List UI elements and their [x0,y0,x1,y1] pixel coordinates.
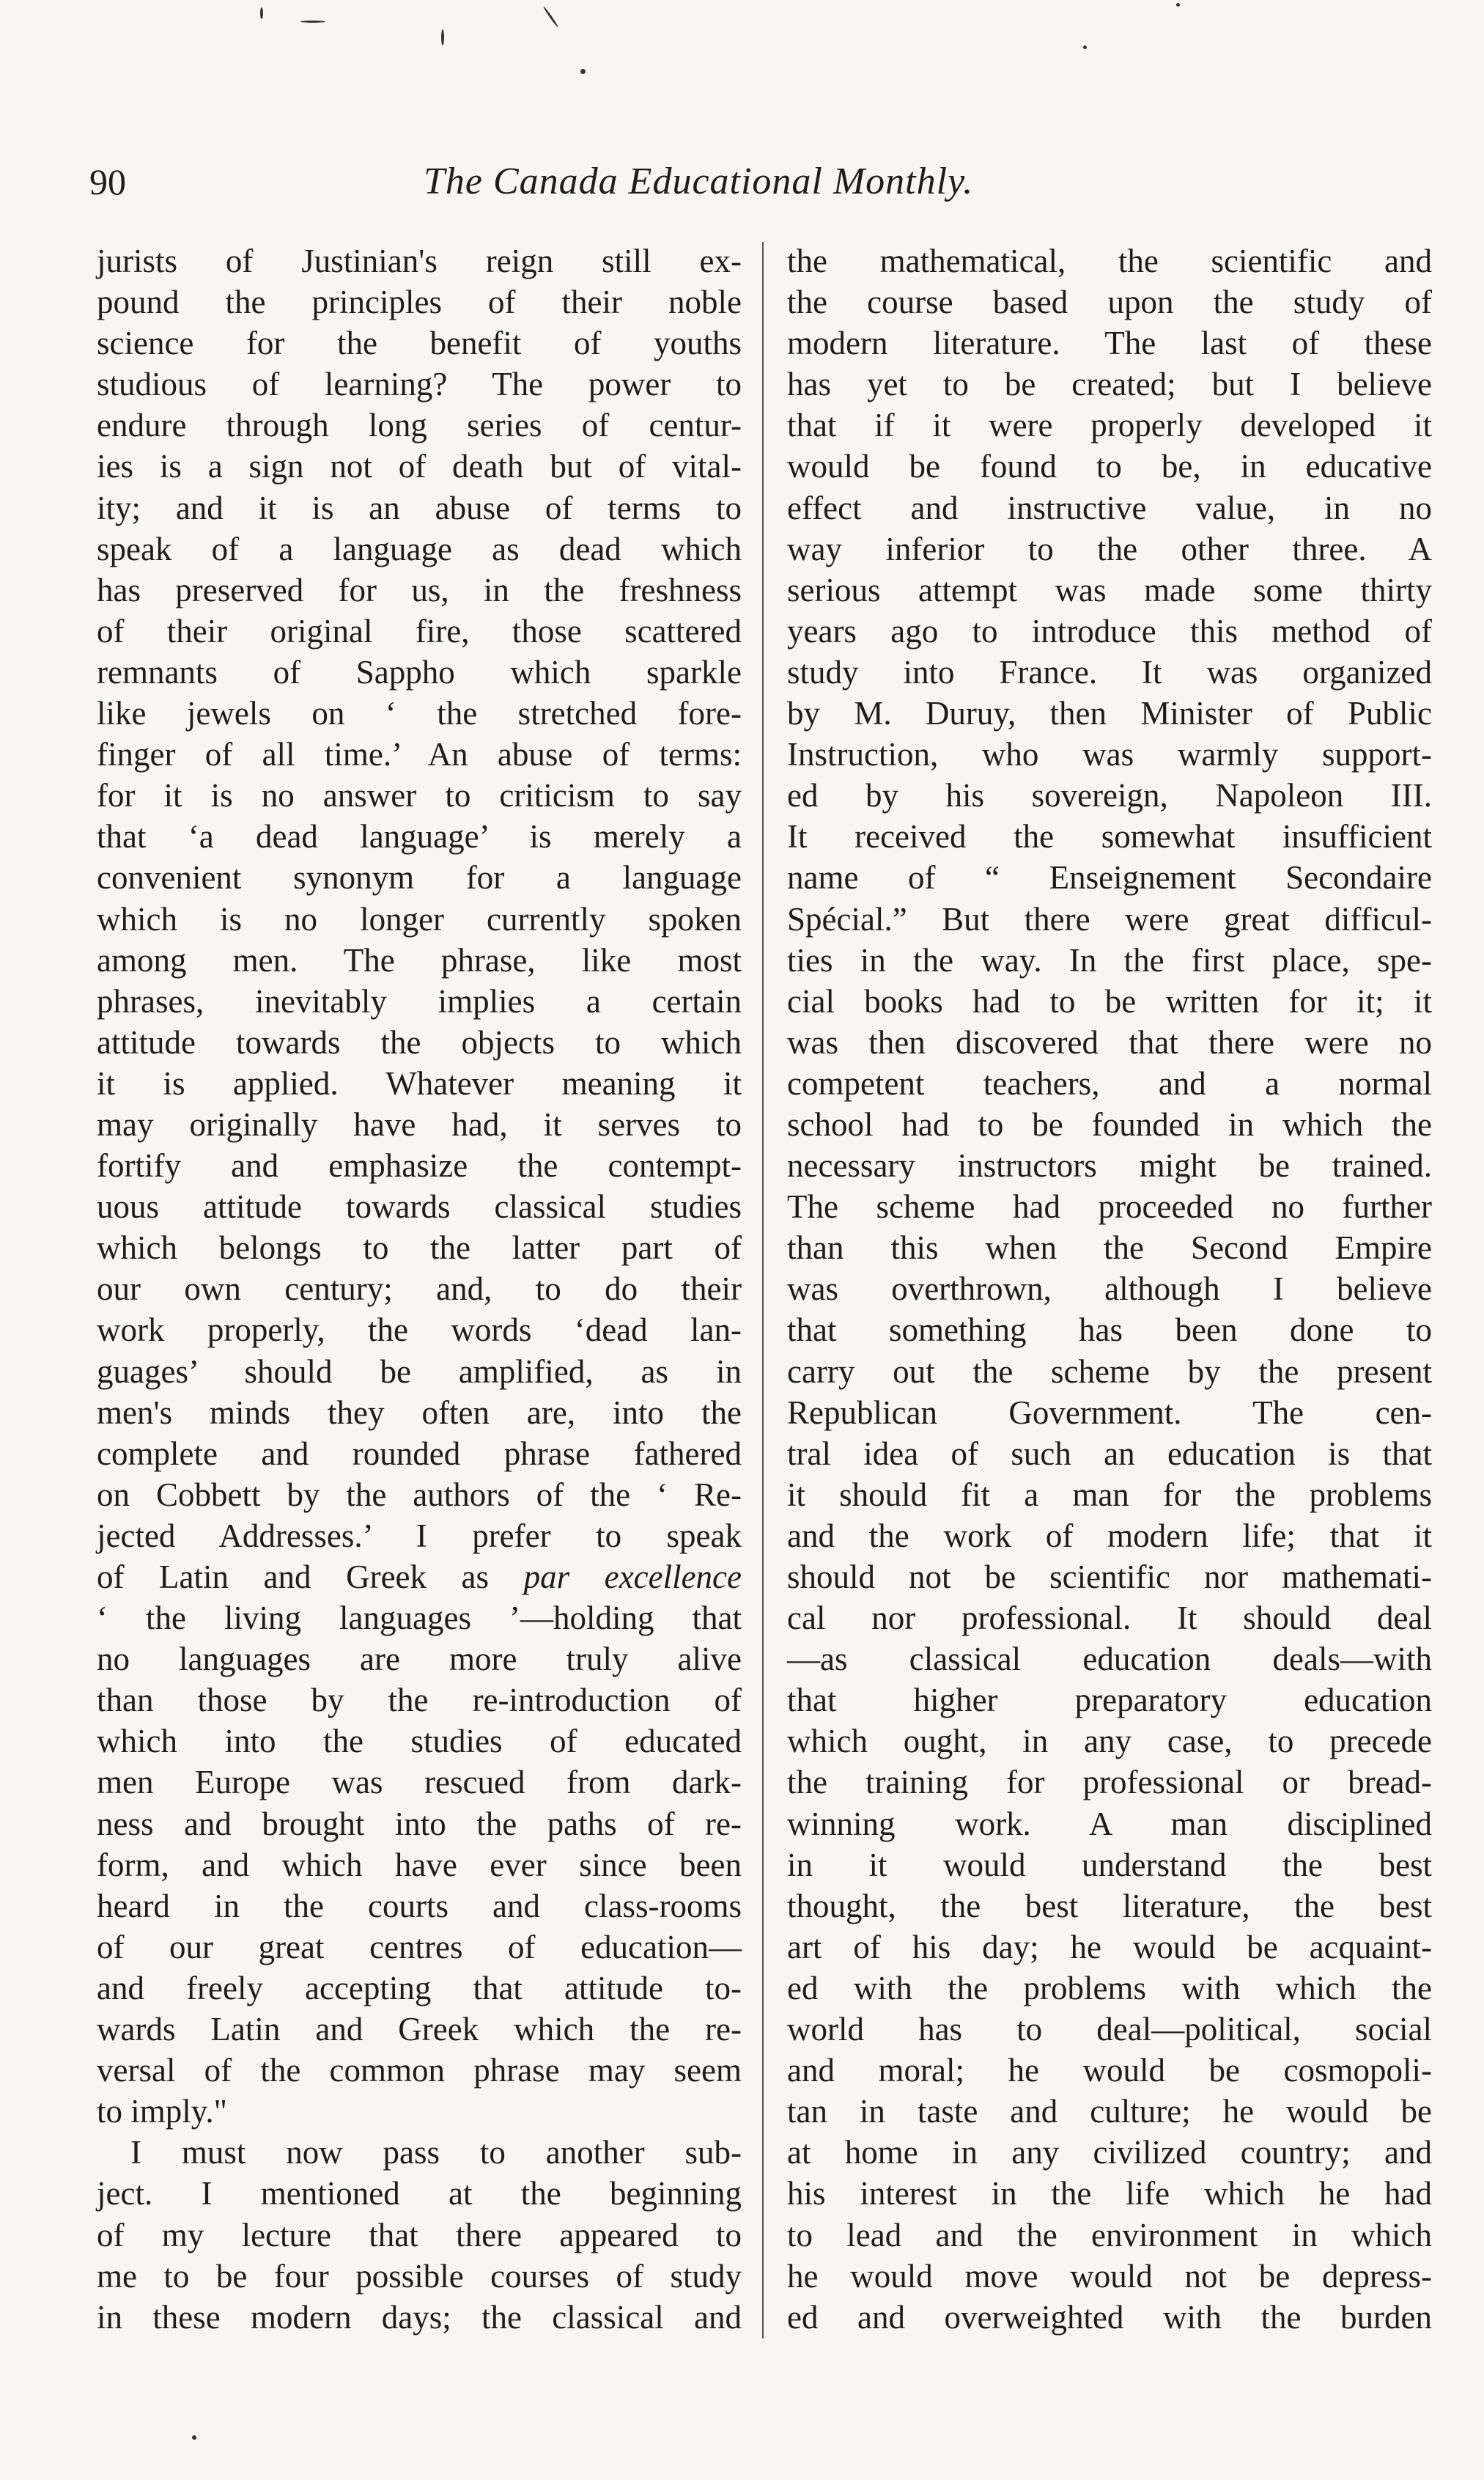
text-line: speak of a language as dead which [97,530,742,567]
text-line: should not be scientific nor mathemati- [787,1559,1432,1595]
text-line: ject. I mentioned at the beginning [97,2175,742,2212]
text-line: necessary instructors might be trained. [787,1147,1432,1185]
text-line: science for the benefit of youths [97,325,742,362]
text-line: jurists of Justinian's reign still ex- [97,243,742,279]
text-line: like jewels on ‘ the stretched fore- [97,695,742,732]
text-line: to lead and the environment in which [787,2216,1432,2253]
text-line: of our great centres of education— [97,1928,742,1965]
text-line: our own century; and, to do their [97,1270,742,1308]
text-line: that higher preparatory education [787,1682,1432,1719]
running-head [73,155,1414,214]
text-line: ed with the problems with which the [787,1969,1432,2006]
text-line: art of his day; he would be acquaint- [787,1928,1432,1965]
scan-speck [441,29,444,45]
text-line: way inferior to the other three. A [787,530,1432,567]
text-line: that something has been done to [787,1311,1432,1349]
text-line: —as classical education deals—with [787,1641,1432,1678]
text-line: which is no longer currently spoken [97,900,742,938]
text-line: no languages are more truly alive [97,1641,742,1678]
text-line: convenient synonym for a language [97,859,742,897]
text-line: the training for professional or bread- [787,1764,1432,1801]
scan-speck [260,7,263,19]
text-line: Republican Government. The cen- [787,1394,1432,1431]
text-line: the course based upon the study of [787,284,1432,321]
text-line: effect and instructive value, in no [787,489,1432,526]
text-line: ‘ the living languages ’—holding that [97,1600,742,1637]
text-line: The scheme had proceeded no further [787,1188,1432,1226]
text-line: carry out the scheme by the present [787,1353,1432,1390]
text-line: remnants of Sappho which sparkle [97,653,742,691]
scan-speck [580,69,586,74]
text-line: thought, the best literature, the best [787,1887,1432,1924]
text-line: of my lecture that there appeared to [97,2216,742,2253]
text-line: studious of learning? The power to [97,366,742,403]
text-line: than those by the re-introduction of [97,1682,742,1719]
text-line: ed by his sovereign, Napoleon III. [787,777,1432,814]
text-line: of Latin and Greek as par excellence [97,1559,742,1595]
text-line: complete and rounded phrase fathered [97,1435,742,1472]
text-line: form, and which have ever since been [97,1846,742,1883]
text-line: I must now pass to another sub- [130,2134,742,2171]
column-divider [762,242,764,2339]
text-line: serious attempt was made some thirty [787,571,1432,608]
text-line: men Europe was rescued from dark- [97,1764,742,1801]
text-line: would be found to be, in educative [787,448,1432,485]
text-line: men's minds they often are, into the [97,1394,742,1431]
text-line: was overthrown, although I believe [787,1270,1432,1308]
text-line: on Cobbett by the authors of the ‘ Re- [97,1476,742,1513]
text-line: in these modern days; the classical and [97,2298,742,2336]
text-line: phrases, inevitably implies a certain [97,982,742,1020]
text-line: tral idea of such an education is that [787,1435,1432,1472]
journal-title: The Canada Educational Monthly. [424,161,974,202]
text-line: modern literature. The last of these [787,325,1432,362]
text-line: study into France. It was organized [787,653,1432,691]
page-number: 90 [89,161,126,202]
text-line: world has to deal—political, social [787,2011,1432,2048]
text-line: name of “ Enseignement Secondaire [787,859,1432,897]
scan-speck [1083,45,1087,49]
text-line: among men. The phrase, like most [97,941,742,979]
right-column [787,240,1432,2338]
text-line: ed and overweighted with the burden [787,2298,1432,2336]
text-line: uous attitude towards classical studies [97,1188,742,1226]
text-line: of their original fire, those scattered [97,612,742,650]
text-line: than this when the Second Empire [787,1229,1432,1267]
text-line: he would move would not be depress- [787,2257,1432,2295]
text-line: in it would understand the best [787,1846,1432,1883]
text-line: me to be four possible courses of study [97,2257,742,2295]
text-line: cial books had to be written for it; it [787,982,1432,1020]
text-line: years ago to introduce this method of [787,612,1432,650]
text-line: It received the somewhat insufficient [787,818,1432,856]
text-line: attitude towards the objects to which [97,1023,742,1061]
text-line: guages’ should be amplified, as in [97,1353,742,1390]
text-line: Instruction, who was warmly support- [787,736,1432,773]
text-line: Spécial.” But there were great difficul- [787,900,1432,938]
text-line: versal of the common phrase may seem [97,2052,742,2089]
text-line: which ought, in any case, to precede [787,1723,1432,1760]
text-line: that if it were properly developed it [787,407,1432,444]
text-line: has yet to be created; but I believe [787,366,1432,403]
italic-phrase: par excellence [523,1559,742,1595]
text-line: by M. Duruy, then Minister of Public [787,695,1432,732]
text-line: cal nor professional. It should deal [787,1600,1432,1637]
left-column [97,240,742,2338]
text-line: that ‘a dead language’ is merely a [97,818,742,856]
text-line: it is applied. Whatever meaning it [97,1064,742,1102]
scan-speck [192,2435,196,2440]
text-line: ness and brought into the paths of re- [97,1805,742,1842]
text-line: competent teachers, and a normal [787,1064,1432,1102]
text-line: heard in the courts and class-rooms [97,1887,742,1924]
text-line: and the work of modern life; that it [787,1517,1432,1554]
text-line: jected Addresses.’ I prefer to speak [97,1517,742,1554]
text-line: and freely accepting that attitude to- [97,1969,742,2006]
text-line: which into the studies of educated [97,1723,742,1760]
text-line: and moral; he would be cosmopoli- [787,2052,1432,2089]
text-line: endure through long series of centur- [97,407,742,444]
scan-speck [300,21,325,23]
text-line: winning work. A man disciplined [787,1805,1432,1842]
text-line: school had to be founded in which the [787,1105,1432,1143]
text-line: pound the principles of their noble [97,284,742,321]
text-line: ies is a sign not of death but of vital- [97,448,742,485]
text-line: ity; and it is an abuse of terms to [97,489,742,526]
text-line: was then discovered that there were no [787,1023,1432,1061]
text-line: for it is no answer to criticism to say [97,777,742,814]
text-line: finger of all time.’ An abuse of terms: [97,736,742,773]
scan-speck [1176,3,1180,7]
text-line: wards Latin and Greek which the re- [97,2011,742,2048]
text-line: to imply." [97,2093,227,2130]
scan-speck [543,6,559,28]
text-line: his interest in the life which he had [787,2175,1432,2212]
text-line: fortify and emphasize the contempt- [97,1147,742,1185]
text-line: which belongs to the latter part of [97,1229,742,1267]
text-line: tan in taste and culture; he would be [787,2093,1432,2130]
text-line: has preserved for us, in the freshness [97,571,742,608]
text-line: the mathematical, the scientific and [787,243,1432,279]
text-line: may originally have had, it serves to [97,1105,742,1143]
text-line: it should fit a man for the problems [787,1476,1432,1513]
text-line: at home in any civilized country; and [787,2134,1432,2171]
text-line: ties in the way. In the first place, spe- [787,941,1432,979]
text-line: work properly, the words ‘dead lan- [97,1311,742,1349]
